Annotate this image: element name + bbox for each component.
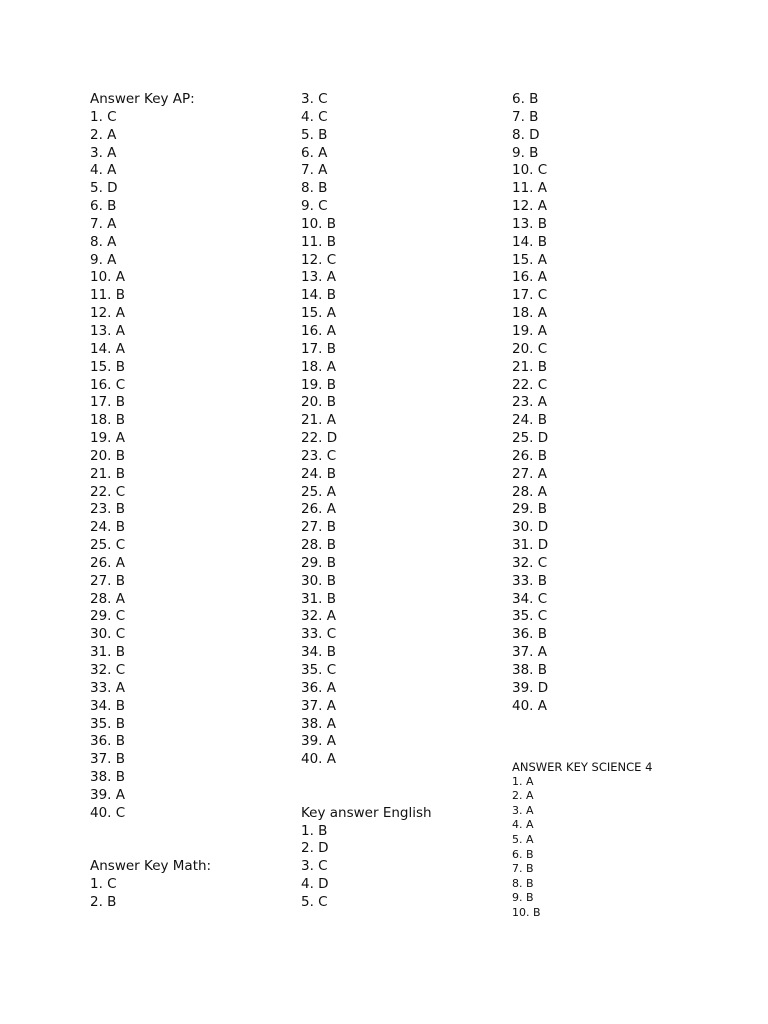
math-answer-4: 4. C: [301, 108, 328, 125]
science-answer-10: 10. B: [512, 905, 541, 919]
ap-answer-30: 30. C: [90, 626, 126, 643]
english-answer-6: 6. B: [512, 91, 539, 107]
english-answer-24: 24. B: [512, 412, 548, 429]
math-answer-35: 35. C: [301, 662, 337, 678]
math-answer-13: 13. A: [301, 269, 336, 286]
english-answer-10: 10. C: [512, 162, 548, 179]
math-heading: Answer Key Math:: [90, 858, 212, 875]
english-answer-40: 40. A: [512, 697, 547, 714]
english-answer-15: 15. A: [512, 251, 547, 268]
ap-answer-32: 32. C: [90, 662, 126, 678]
math-answer-10: 10. B: [301, 215, 337, 232]
ap-answer-9: 9. A: [90, 251, 117, 268]
ap-answer-6: 6. B: [90, 198, 117, 215]
ap-answer-14: 14. A: [90, 340, 125, 357]
math-answer-1: 1. C: [90, 876, 117, 893]
math-answer-5: 5. B: [301, 126, 328, 143]
math-answer-30: 30. B: [301, 572, 337, 589]
english-answer-34: 34. C: [512, 590, 548, 607]
ap-answer-list: [90, 109, 290, 823]
english-heading: Key answer English: [301, 804, 432, 821]
column-1: [90, 91, 290, 912]
english-answer-28: 28. A: [512, 483, 547, 500]
math-answer-23: 23. C: [301, 447, 337, 464]
english-answer-16: 16. A: [512, 269, 547, 286]
ap-answer-28: 28. A: [90, 590, 125, 607]
science-answer-7: 7. B: [512, 862, 534, 876]
ap-answer-4: 4. A: [90, 162, 117, 179]
math-answer-6: 6. A: [301, 144, 328, 161]
ap-answer-20: 20. B: [90, 447, 126, 464]
math-answer-32: 32. A: [301, 608, 336, 625]
ap-answer-16: 16. C: [90, 376, 126, 393]
math-answer-16: 16. A: [301, 322, 336, 339]
math-answer-22: 22. D: [301, 430, 338, 447]
english-answer-30: 30. D: [512, 519, 549, 536]
ap-answer-15: 15. B: [90, 358, 126, 375]
english-answer-1: 1. B: [301, 822, 328, 839]
math-answer-7: 7. A: [301, 162, 328, 179]
math-answer-14: 14. B: [301, 287, 337, 304]
math-answer-40: 40. A: [301, 751, 336, 768]
ap-answer-27: 27. B: [90, 572, 126, 589]
section-spacer: [90, 823, 290, 859]
english-answer-13: 13. B: [512, 215, 548, 232]
math-answer-25: 25. A: [301, 483, 336, 500]
math-answer-12: 12. C: [301, 251, 337, 268]
ap-answer-12: 12. A: [90, 305, 125, 322]
english-answer-37: 37. A: [512, 644, 547, 661]
science-answer-4: 4. A: [512, 818, 534, 832]
math-answer-34: 34. B: [301, 644, 337, 661]
math-answer-27: 27. B: [301, 519, 337, 536]
section-spacer: [301, 769, 501, 805]
english-answer-18: 18. A: [512, 305, 547, 322]
ap-answer-33: 33. A: [90, 679, 125, 696]
english-answer-5: 5. C: [301, 893, 328, 910]
ap-answer-39: 39. A: [90, 786, 125, 803]
math-answer-28: 28. B: [301, 537, 337, 554]
english-answer-9: 9. B: [512, 144, 539, 161]
ap-answer-26: 26. A: [90, 554, 125, 571]
ap-answer-23: 23. B: [90, 501, 126, 518]
english-answer-14: 14. B: [512, 233, 548, 250]
ap-answer-29: 29. C: [90, 608, 126, 625]
math-answer-24: 24. B: [301, 465, 337, 482]
math-answer-33: 33. C: [301, 626, 337, 643]
science-answer-1: 1. A: [512, 774, 534, 788]
ap-answer-7: 7. A: [90, 215, 117, 232]
column-2: [301, 91, 501, 912]
ap-answer-1: 1. C: [90, 108, 117, 125]
ap-answer-3: 3. A: [90, 144, 117, 161]
ap-answer-36: 36. B: [90, 733, 126, 750]
ap-answer-19: 19. A: [90, 430, 125, 447]
english-answer-32: 32. C: [512, 554, 548, 571]
ap-answer-40: 40. C: [90, 804, 126, 821]
math-answer-19: 19. B: [301, 376, 337, 393]
math-answer-38: 38. A: [301, 715, 336, 732]
english-answer-20: 20. C: [512, 340, 548, 357]
math-answer-20: 20. B: [301, 394, 337, 411]
ap-answer-22: 22. C: [90, 483, 126, 500]
english-answer-8: 8. D: [512, 126, 540, 143]
ap-heading: Answer Key AP:: [90, 91, 195, 107]
column-3: [512, 91, 712, 920]
english-answer-2: 2. D: [301, 840, 329, 857]
english-answer-19: 19. A: [512, 322, 547, 339]
ap-answer-2: 2. A: [90, 126, 117, 143]
ap-answer-17: 17. B: [90, 394, 126, 411]
english-answer-22: 22. C: [512, 376, 548, 393]
ap-answer-35: 35. B: [90, 715, 126, 732]
english-answer-27: 27. A: [512, 465, 547, 482]
english-answer-11: 11. A: [512, 180, 547, 197]
english-answer-39: 39. D: [512, 679, 549, 696]
math-answer-39: 39. A: [301, 733, 336, 750]
english-answer-33: 33. B: [512, 572, 548, 589]
math-answer-8: 8. B: [301, 180, 328, 197]
ap-answer-38: 38. B: [90, 769, 126, 786]
english-answer-17: 17. C: [512, 287, 548, 304]
science-answer-2: 2. A: [512, 789, 534, 803]
english-answer-4: 4. D: [301, 876, 329, 893]
ap-answer-8: 8. A: [90, 233, 117, 250]
english-answer-29: 29. B: [512, 501, 548, 518]
math-answer-15: 15. A: [301, 305, 336, 322]
science-answer-5: 5. A: [512, 832, 534, 846]
science-answer-9: 9. B: [512, 891, 534, 905]
ap-answer-24: 24. B: [90, 519, 126, 536]
english-answer-38: 38. B: [512, 662, 548, 678]
math-answer-36: 36. A: [301, 679, 336, 696]
ap-answer-37: 37. B: [90, 751, 126, 768]
english-answer-25: 25. D: [512, 430, 549, 447]
english-answer-36: 36. B: [512, 626, 548, 643]
math-answer-31: 31. B: [301, 590, 337, 607]
science-heading: ANSWER KEY SCIENCE 4: [512, 759, 653, 774]
ap-answer-10: 10. A: [90, 269, 125, 286]
english-answer-21: 21. B: [512, 358, 548, 375]
ap-answer-13: 13. A: [90, 322, 125, 339]
english-answer-31: 31. D: [512, 537, 549, 554]
english-answer-35: 35. C: [512, 608, 548, 625]
ap-answer-25: 25. C: [90, 537, 126, 554]
ap-answer-34: 34. B: [90, 697, 126, 714]
science-answer-8: 8. B: [512, 876, 534, 890]
math-answer-21: 21. A: [301, 412, 336, 429]
english-answer-12: 12. A: [512, 198, 547, 215]
ap-answer-31: 31. B: [90, 644, 126, 661]
math-answer-26: 26. A: [301, 501, 336, 518]
math-answer-18: 18. A: [301, 358, 336, 375]
math-answer-9: 9. C: [301, 198, 328, 215]
english-answer-26: 26. B: [512, 447, 548, 464]
ap-answer-11: 11. B: [90, 287, 126, 304]
math-answer-2: 2. B: [90, 893, 117, 910]
math-answer-17: 17. B: [301, 340, 337, 357]
english-answer-7: 7. B: [512, 108, 539, 125]
science-answer-6: 6. B: [512, 847, 534, 861]
math-answer-29: 29. B: [301, 554, 337, 571]
math-answer-37: 37. A: [301, 697, 336, 714]
ap-answer-18: 18. B: [90, 412, 126, 429]
english-answer-3: 3. C: [301, 858, 328, 875]
math-answer-3: 3. C: [301, 91, 328, 107]
math-answer-11: 11. B: [301, 233, 337, 250]
ap-answer-5: 5. D: [90, 180, 118, 197]
science-block: [512, 760, 712, 921]
ap-answer-21: 21. B: [90, 465, 126, 482]
science-answer-3: 3. A: [512, 803, 534, 817]
english-answer-23: 23. A: [512, 394, 547, 411]
